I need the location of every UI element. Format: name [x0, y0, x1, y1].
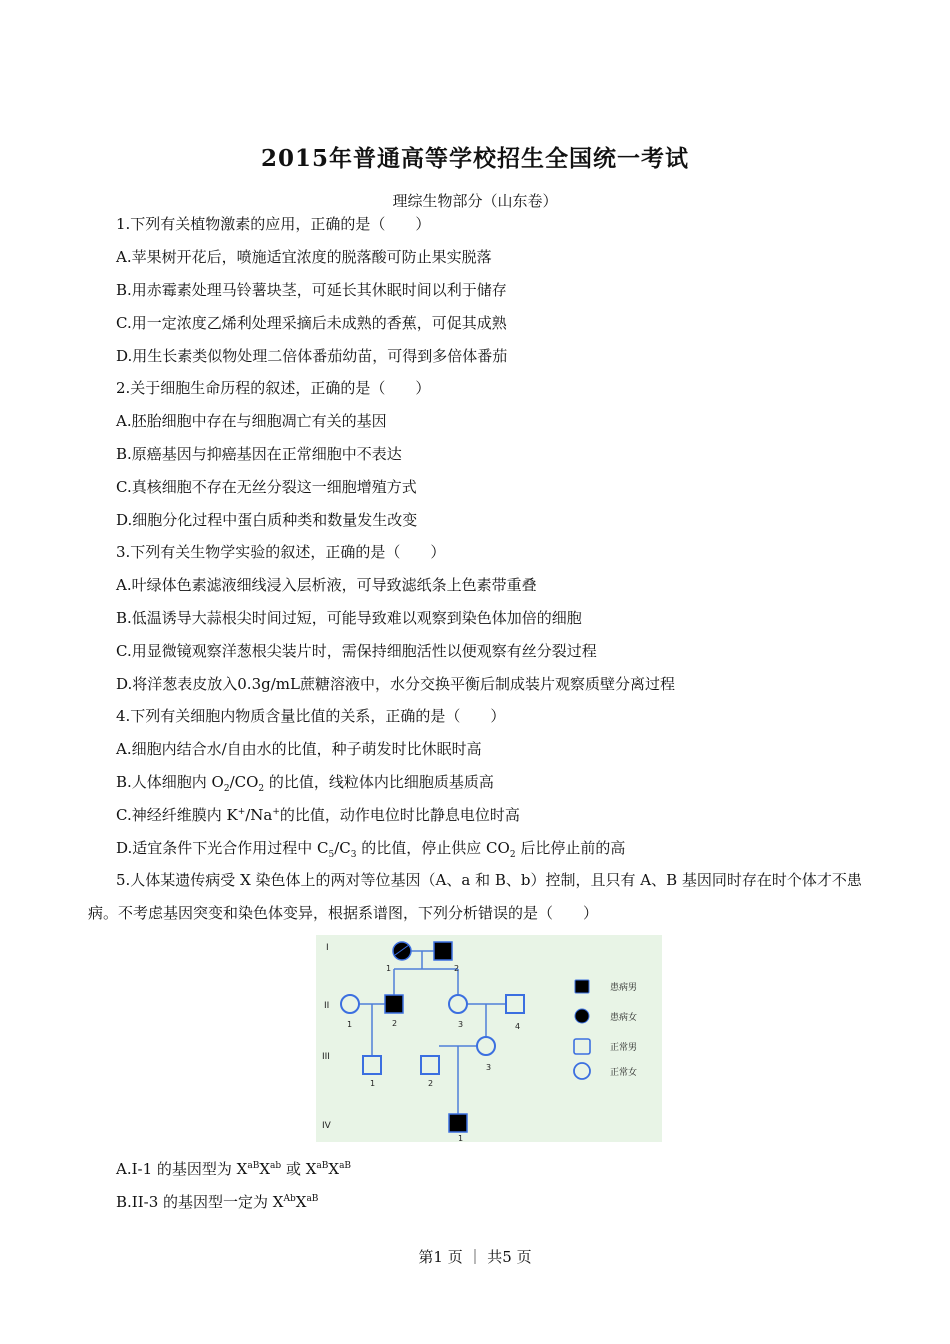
- svg-text:1: 1: [458, 1134, 464, 1142]
- q1-option-b: B.用赤霉素处理马铃薯块茎，可延长其休眠时间以利于储存: [116, 281, 507, 299]
- page-subtitle: 理综生物部分（山东卷）: [392, 192, 558, 210]
- q1-stem: 1.下列有关植物激素的应用，正确的是（ ）: [116, 215, 431, 233]
- q2-stem: 2.关于细胞生命历程的叙述，正确的是（ ）: [116, 379, 431, 397]
- pedigree-figure: [316, 935, 662, 1142]
- ii2-affected-male: [385, 995, 403, 1013]
- q3-option-a: A.叶绿体色素滤液细线浸入层析液，可导致滤纸条上色素带重叠: [116, 576, 537, 594]
- q4-option-c: C.神经纤维膜内 K+/Na+的比值，动作电位时比静息电位时高: [116, 806, 520, 824]
- legend-affected-male-icon: [575, 980, 589, 993]
- gen-label-i: I: [326, 943, 329, 953]
- legend-affected-female-label: 患病女: [610, 1013, 638, 1023]
- svg-text:1: 1: [370, 1079, 376, 1088]
- i2-affected-male: [434, 942, 452, 960]
- q5-stem: 5.人体某遗传病受 X 染色体上的两对等位基因（A、a 和 B、b）控制，且只有 A、B 基因同时存在时个体才不患病。不考虑基因突变和染色体变异，根据系谱图，下列分析错误的是（ ）: [88, 871, 862, 922]
- q1-option-d: D.用生长素类似物处理二倍体番茄幼苗，可得到多倍体番茄: [116, 347, 508, 365]
- svg-text:3: 3: [486, 1063, 492, 1072]
- gen-label-iv: IV: [322, 1121, 331, 1131]
- q4-option-a: A.细胞内结合水/自由水的比值，种子萌发时比休眠时高: [116, 740, 482, 758]
- q1-option-c: C.用一定浓度乙烯利处理采摘后未成熟的香蕉，可促其成熟: [116, 314, 507, 332]
- ii1-normal-female: [341, 995, 359, 1013]
- page-title: 2015年普通高等学校招生全国统一考试: [260, 145, 689, 172]
- ii3-normal-female: [449, 995, 467, 1013]
- gen-label-iii: III: [322, 1052, 330, 1062]
- i1-affected-female: [393, 942, 411, 960]
- q3-option-b: B.低温诱导大蒜根尖时间过短，可能导致难以观察到染色体加倍的细胞: [116, 609, 582, 627]
- q1-option-a: A.苹果树开花后，喷施适宜浓度的脱落酸可防止果实脱落: [116, 248, 492, 266]
- gen-label-ii: II: [324, 1001, 330, 1011]
- q3-option-c: C.用显微镜观察洋葱根尖装片时，需保持细胞活性以便观察有丝分裂过程: [116, 642, 597, 660]
- iii1-normal-male: [363, 1056, 381, 1074]
- pedigree-chart: [316, 935, 662, 1142]
- q2-option-b: B.原癌基因与抑癌基因在正常细胞中不表达: [116, 445, 402, 463]
- iii2-normal-male: [421, 1056, 439, 1074]
- q3-stem: 3.下列有关生物学实验的叙述，正确的是（ ）: [116, 543, 446, 561]
- svg-text:2: 2: [392, 1019, 398, 1028]
- legend-normal-male-label: 正常男: [610, 1043, 638, 1053]
- ii4-normal-male: [506, 995, 524, 1013]
- legend-affected-male-label: 患病男: [610, 983, 638, 993]
- svg-text:3: 3: [458, 1020, 464, 1029]
- q2-option-a: A.胚胎细胞中存在与细胞凋亡有关的基因: [116, 412, 387, 430]
- q2-option-d: D.细胞分化过程中蛋白质种类和数量发生改变: [116, 511, 418, 529]
- q2-option-c: C.真核细胞不存在无丝分裂这一细胞增殖方式: [116, 478, 417, 496]
- svg-text:1: 1: [386, 964, 392, 973]
- svg-text:2: 2: [454, 964, 460, 973]
- q5-option-b: B.II-3 的基因型一定为 $X^{Ab}X^{aB}$: [116, 1193, 319, 1211]
- iii3-normal-female: [477, 1037, 495, 1055]
- legend-normal-female-icon: [574, 1063, 590, 1079]
- q4-stem: 4.下列有关细胞内物质含量比值的关系，正确的是（ ）: [116, 707, 506, 725]
- svg-text:2: 2: [428, 1079, 434, 1088]
- q3-option-d: D.将洋葱表皮放入0.3g/mL蔗糖溶液中，水分交换平衡后制成装片观察质壁分离过程: [116, 675, 675, 693]
- legend-normal-male-icon: [574, 1039, 590, 1054]
- legend-affected-female-icon: [575, 1009, 589, 1023]
- svg-text:1: 1: [347, 1020, 353, 1029]
- svg-text:4: 4: [515, 1022, 521, 1031]
- q4-option-b: B.人体细胞内 $O_2/CO_2$ 的比值，线粒体内比细胞质基质高: [116, 773, 494, 794]
- legend-normal-female-label: 正常女: [610, 1068, 638, 1078]
- iv1-affected-male: [449, 1114, 467, 1132]
- q4-option-d: D.适宜条件下光合作用过程中 $C_5/C_3$ 的比值，停止供应 $CO_2$ 后比停止前的高: [116, 839, 626, 860]
- page-footer: 第1 页 ｜ 共5 页: [418, 1248, 532, 1266]
- q5-option-a: A.I-1 的基因型为 $X^{aB}X^{ab}$ 或 $X^{aB}X^{aB}$: [116, 1160, 352, 1178]
